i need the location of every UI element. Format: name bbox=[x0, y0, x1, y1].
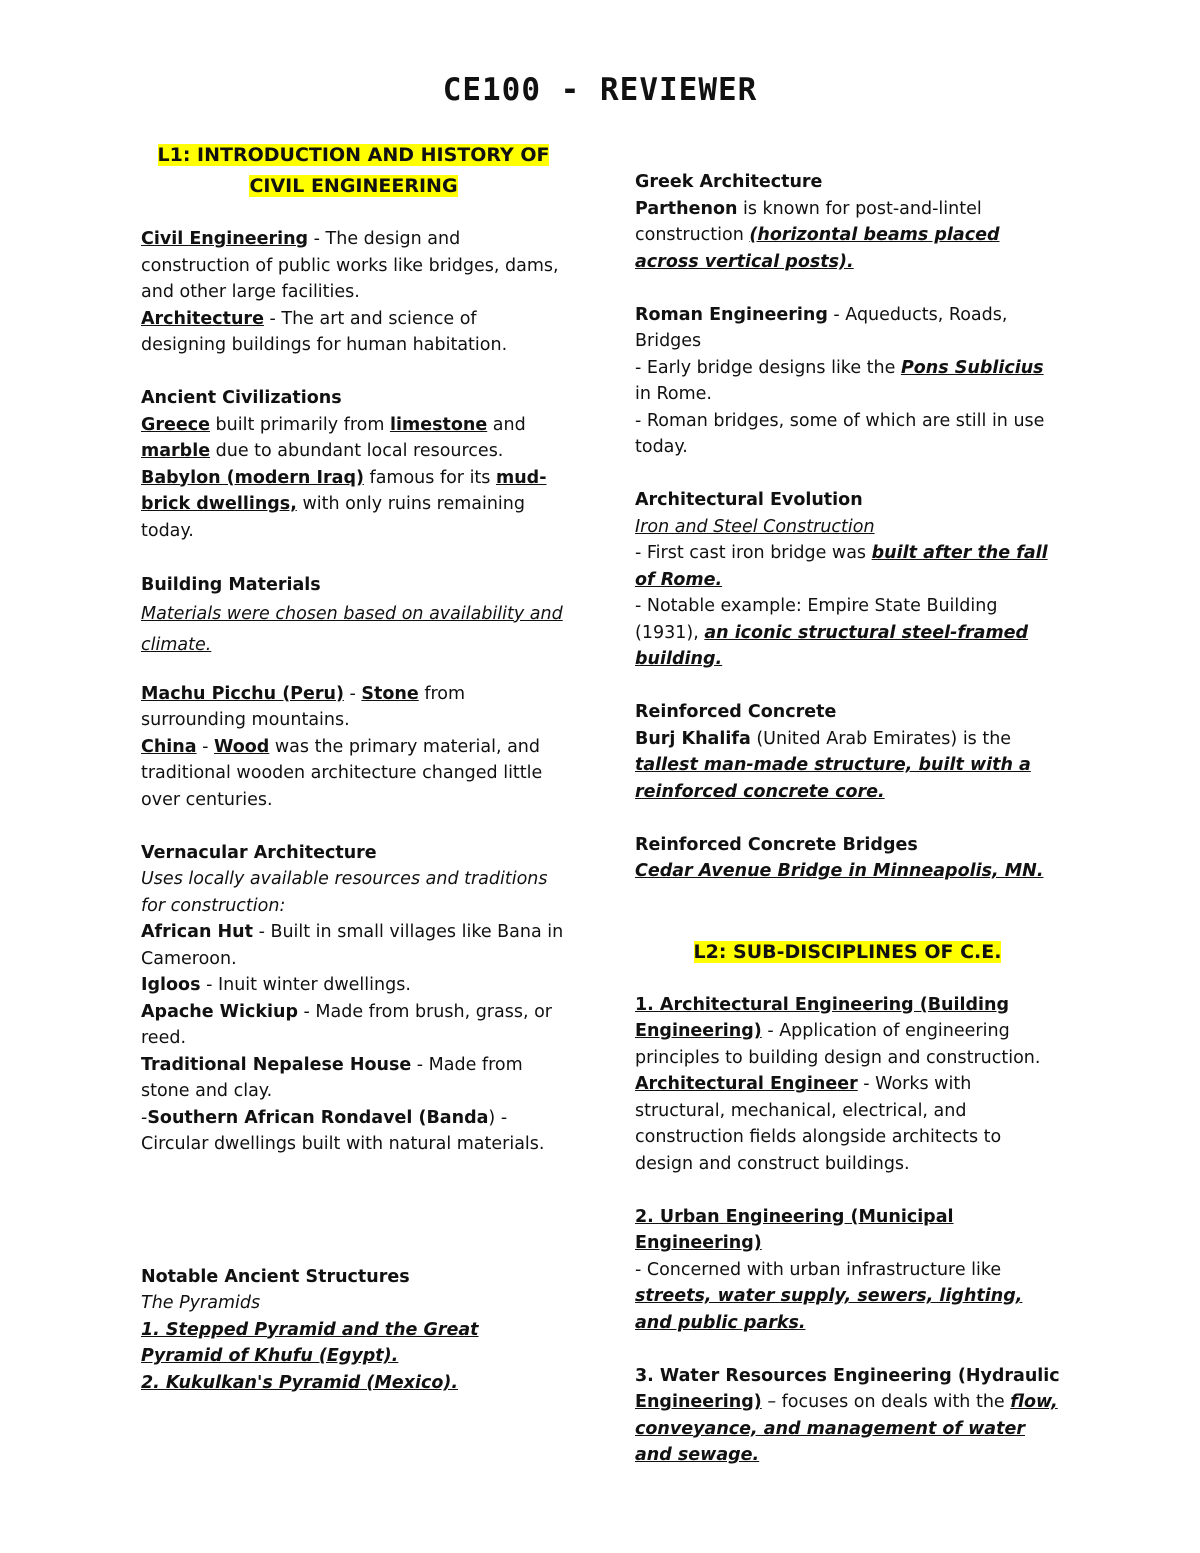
stone-term: Stone bbox=[361, 683, 419, 704]
architectural-engineer-text: - Works with structural, mechanical, electrical, and construction fields alongside architects to design and construct buildings. bbox=[635, 1074, 1002, 1174]
materials-note: Materials were chosen based on availability and climate. bbox=[141, 603, 563, 655]
greece-text-3: due to abundant local resources. bbox=[210, 441, 504, 461]
reinforced-concrete-heading: Reinforced Concrete bbox=[635, 702, 837, 722]
water-resources-note: flow, conveyance, and management of water and sewage. bbox=[635, 1392, 1058, 1465]
china-dash: - bbox=[196, 736, 215, 757]
african-hut-text: - Built in small villages like Bana in Cameroon. bbox=[141, 922, 564, 969]
apache-text: - Made from brush, grass, or reed. bbox=[141, 1001, 552, 1048]
pyramids-subheading: The Pyramids bbox=[141, 1293, 261, 1313]
civil-engineering-term: Civil Engineering bbox=[141, 229, 309, 249]
pyramid-item-1: 1. Stepped Pyramid and the Great Pyramid of Khufu (Egypt). bbox=[141, 1319, 479, 1366]
water-resources-para bbox=[635, 1363, 1060, 1469]
parthenon-note: (horizontal beams placed across vertical posts). bbox=[635, 225, 1000, 272]
vernacular-heading: Vernacular Architecture bbox=[141, 842, 377, 863]
wood-term: Wood bbox=[214, 736, 270, 757]
water-resources-text: – focuses on deals with the bbox=[761, 1392, 1011, 1412]
architecture-term: Architecture bbox=[141, 308, 264, 329]
roman-engineering-para bbox=[635, 302, 1060, 355]
nepalese-text: - Made from stone and clay. bbox=[141, 1054, 523, 1101]
roman-bullet-1-text: - Early bridge designs like the bbox=[635, 357, 901, 378]
urban-engineering-text: - Concerned with urban infrastructure like bbox=[635, 1259, 1002, 1280]
igloos-text: - Inuit winter dwellings. bbox=[200, 975, 411, 995]
roman-bullet-2: - Roman bridges, some of which are still in use today. bbox=[635, 410, 1045, 457]
rc-bridges-heading: Reinforced Concrete Bridges bbox=[635, 834, 918, 855]
architecture-def bbox=[141, 306, 566, 359]
china-para bbox=[141, 734, 566, 814]
building-materials-heading: Building Materials bbox=[141, 575, 321, 595]
machu-picchu-para bbox=[141, 681, 566, 734]
apache-para bbox=[141, 999, 566, 1052]
right-column bbox=[635, 169, 1060, 1469]
l1-heading-block bbox=[141, 140, 566, 202]
notable-structures-heading: Notable Ancient Structures bbox=[141, 1266, 410, 1287]
rondavel-para bbox=[141, 1105, 566, 1158]
greece-text-1: built primarily from bbox=[209, 414, 390, 435]
parthenon-para bbox=[635, 196, 1060, 276]
machu-text: from surrounding mountains. bbox=[141, 683, 466, 730]
roman-bullet-1 bbox=[635, 355, 1060, 408]
rondavel-text: - Circular dwellings built with natural materials. bbox=[141, 1107, 545, 1154]
roman-bullet-1-end: in Rome. bbox=[635, 384, 712, 404]
apache-term: Apache Wickiup bbox=[141, 1001, 298, 1022]
architectural-engineering-term: 1. Architectural Engineering (Building Engineering) bbox=[635, 994, 1010, 1041]
page-title: CE100 - REVIEWER bbox=[442, 72, 758, 108]
machu-dash: - bbox=[343, 683, 362, 704]
l2-heading: L2: SUB-DISCIPLINES OF C.E. bbox=[693, 940, 1002, 963]
roman-engineering-text: - Aqueducts, Roads, Bridges bbox=[635, 304, 1008, 351]
babylon-para bbox=[141, 465, 566, 545]
limestone-term: limestone bbox=[389, 414, 488, 435]
mud-brick-term: mud-brick dwellings, bbox=[141, 467, 547, 514]
ancient-civilizations-heading: Ancient Civilizations bbox=[141, 388, 342, 408]
greece-para bbox=[141, 412, 566, 465]
water-resources-term: 3. Water Resources Engineering (Hydraulic bbox=[635, 1365, 1060, 1386]
iron-bullet-1-text: - First cast iron bridge was bbox=[635, 543, 872, 563]
architectural-engineer-para bbox=[635, 1071, 1060, 1177]
african-hut-term: African Hut bbox=[141, 922, 253, 942]
rondavel-paren: ) bbox=[488, 1107, 496, 1128]
iron-bullet-1-note: built after the fall of Rome. bbox=[635, 543, 1048, 590]
roman-engineering-heading: Roman Engineering bbox=[635, 304, 828, 325]
nepalese-para bbox=[141, 1052, 566, 1105]
urban-engineering-heading: 2. Urban Engineering (Municipal Engineering) bbox=[635, 1206, 954, 1253]
burj-khalifa-note: tallest man-made structure, built with a reinforced concrete core. bbox=[635, 755, 1031, 802]
iron-bullet-2-note: an iconic structural steel-framed building. bbox=[635, 622, 1029, 669]
parthenon-text: is known for post-and-lintel construction bbox=[635, 198, 982, 245]
architectural-engineer-term: Architectural Engineer bbox=[635, 1074, 858, 1094]
rondavel-prefix: - bbox=[141, 1107, 148, 1128]
architecture-text: - The art and science of designing buildings for human habitation. bbox=[141, 308, 508, 355]
greece-text-2: and bbox=[487, 414, 526, 435]
urban-engineering-para bbox=[635, 1257, 1060, 1337]
burj-khalifa-term: Burj Khalifa bbox=[635, 728, 751, 749]
rondavel-term: Southern African Rondavel (Banda bbox=[147, 1107, 489, 1128]
architectural-engineering-text: - Application of engineering principles to building design and construction. bbox=[635, 1021, 1041, 1068]
water-resources-term-end: Engineering) bbox=[635, 1392, 762, 1412]
iron-bullet-1 bbox=[635, 540, 1060, 593]
urban-engineering-note: streets, water supply, sewers, lighting, and public parks. bbox=[635, 1286, 1023, 1333]
architectural-evolution-heading: Architectural Evolution bbox=[635, 490, 863, 510]
igloos-para bbox=[141, 972, 566, 999]
parthenon-term: Parthenon bbox=[635, 198, 738, 219]
l2-heading-block bbox=[635, 937, 1060, 968]
vernacular-note: Uses locally available resources and traditions for construction: bbox=[141, 869, 548, 916]
cedar-avenue-bridge: Cedar Avenue Bridge in Minneapolis, MN. bbox=[635, 861, 1044, 881]
nepalese-term: Traditional Nepalese House bbox=[141, 1054, 412, 1075]
pons-sublicius-term: Pons Sublicius bbox=[900, 357, 1044, 378]
african-hut-para bbox=[141, 919, 566, 972]
greek-architecture-heading: Greek Architecture bbox=[635, 172, 823, 192]
left-column bbox=[141, 140, 566, 1396]
china-text: was the primary material, and traditional wooden architecture changed little over centuries. bbox=[141, 736, 543, 810]
babylon-text-1: famous for its bbox=[363, 467, 496, 488]
babylon-text-2: with only ruins remaining today. bbox=[141, 494, 525, 541]
iron-bullet-2-text: - Notable example: Empire State Building (1931), bbox=[635, 596, 998, 643]
iron-steel-subheading: Iron and Steel Construction bbox=[635, 516, 875, 537]
civil-engineering-text: - The design and construction of public works like bridges, dams, and other large facilities. bbox=[141, 229, 559, 302]
iron-bullet-2 bbox=[635, 593, 1060, 673]
greece-term: Greece bbox=[141, 414, 210, 435]
marble-term: marble bbox=[141, 441, 211, 461]
civil-engineering-def bbox=[141, 226, 566, 306]
igloos-term: Igloos bbox=[141, 975, 201, 995]
architectural-engineering-para bbox=[635, 992, 1060, 1072]
burj-khalifa-text: (United Arab Emirates) is the bbox=[750, 728, 1012, 749]
babylon-term: Babylon (modern Iraq) bbox=[141, 467, 364, 488]
china-term: China bbox=[141, 736, 197, 757]
l1-heading: L1: INTRODUCTION AND HISTORY OF CIVIL ENGINEERING bbox=[157, 144, 550, 197]
burj-khalifa-para bbox=[635, 726, 1060, 806]
machu-picchu-term: Machu Picchu (Peru) bbox=[141, 683, 344, 704]
pyramid-item-2: 2. Kukulkan's Pyramid (Mexico). bbox=[141, 1372, 458, 1393]
